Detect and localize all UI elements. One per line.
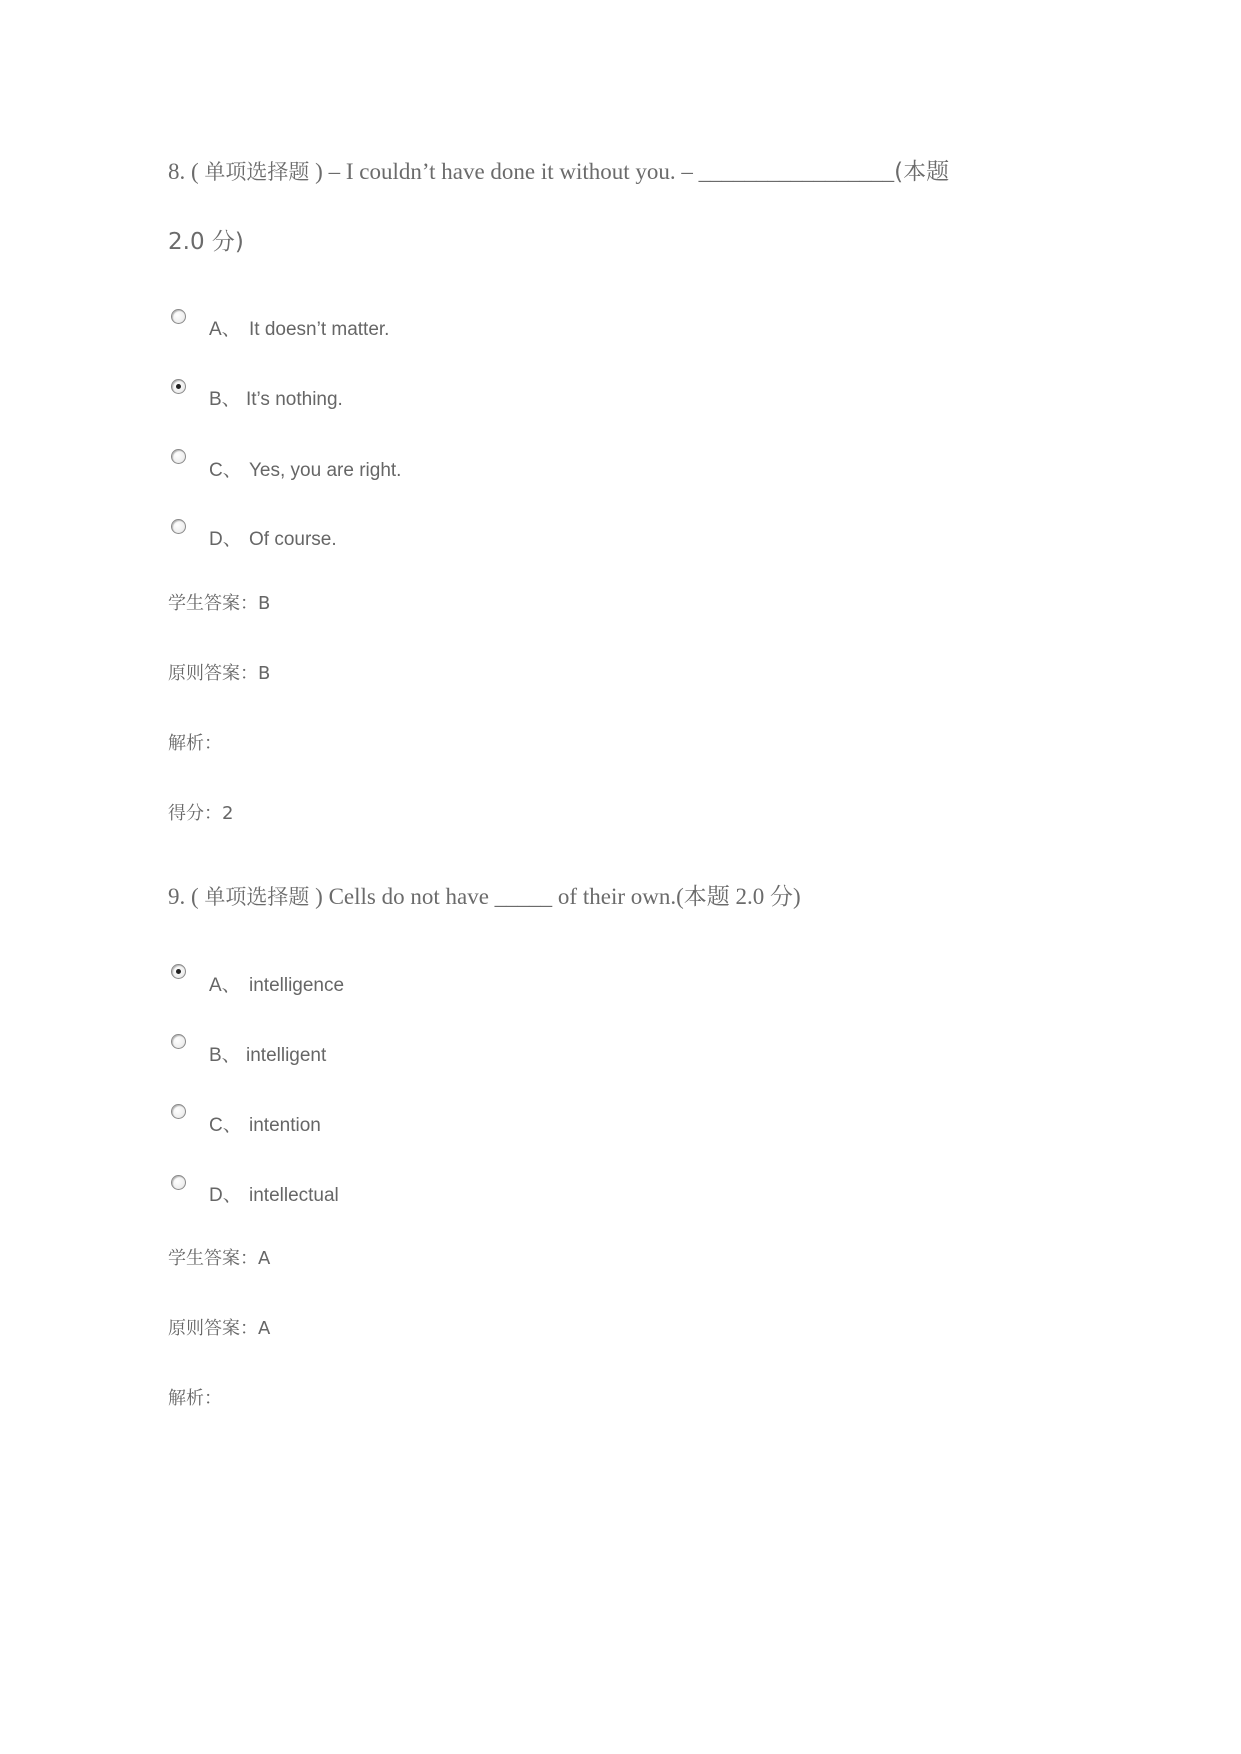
radio-q8-b[interactable] xyxy=(171,379,186,394)
student-answer-q9: 学生答案：A xyxy=(168,1248,271,1269)
option-letter: C、 xyxy=(209,1115,242,1136)
option-letter: A、 xyxy=(209,975,241,996)
standard-answer-q8: 原则答案：B xyxy=(168,663,271,684)
score-q8: 得分：2 xyxy=(168,803,234,824)
question-8-header xyxy=(168,157,949,187)
question-type-open: ( xyxy=(191,884,199,909)
question-number: 9. xyxy=(168,884,186,909)
analysis-q9: 解析： xyxy=(168,1388,222,1409)
question-prompt: – I couldn’t have done it without you. – _________________ xyxy=(328,159,895,184)
radio-q9-a[interactable] xyxy=(171,964,186,979)
option-q8-a[interactable] xyxy=(209,318,389,342)
radio-q8-d[interactable] xyxy=(171,519,186,534)
question-type-close: ) xyxy=(315,159,323,184)
option-letter: A、 xyxy=(209,319,241,340)
question-8-points-continued xyxy=(168,227,244,257)
question-type: 单项选择题 xyxy=(204,885,310,909)
option-text: It doesn’t matter. xyxy=(249,319,390,340)
option-q8-d[interactable] xyxy=(209,528,337,552)
option-q9-c[interactable] xyxy=(209,1114,321,1138)
radio-q9-b[interactable] xyxy=(171,1034,186,1049)
radio-q9-c[interactable] xyxy=(171,1104,186,1119)
option-letter: D、 xyxy=(209,1185,242,1206)
radio-q9-d[interactable] xyxy=(171,1175,186,1190)
question-9-header xyxy=(168,882,801,912)
option-text: It’s nothing. xyxy=(246,389,343,410)
standard-answer-q9: 原则答案：A xyxy=(168,1318,271,1339)
option-text: intellectual xyxy=(249,1185,339,1206)
radio-q8-a[interactable] xyxy=(171,309,186,324)
option-letter: D、 xyxy=(209,529,242,550)
option-q9-a[interactable] xyxy=(209,974,344,998)
option-q8-b[interactable] xyxy=(209,388,343,412)
option-text: intelligence xyxy=(249,975,345,996)
option-text: intention xyxy=(249,1115,321,1136)
option-letter: C、 xyxy=(209,460,242,481)
question-points: (本题 xyxy=(894,159,950,185)
question-prompt: Cells do not have _____ of their own.(本题 2.0 分) xyxy=(328,884,801,909)
question-number: 8. xyxy=(168,159,186,184)
question-type: 单项选择题 xyxy=(204,160,310,184)
option-q8-c[interactable] xyxy=(209,459,401,483)
option-text: Of course. xyxy=(249,529,337,550)
student-answer-q8: 学生答案：B xyxy=(168,593,271,614)
analysis-q8: 解析： xyxy=(168,733,222,754)
question-type-close: ) xyxy=(315,884,323,909)
option-text: intelligent xyxy=(246,1045,327,1066)
option-text: Yes, you are right. xyxy=(249,460,402,481)
option-q9-d[interactable] xyxy=(209,1184,339,1208)
question-points-value: 2.0 分) xyxy=(168,229,244,255)
option-letter: B、 xyxy=(209,1045,241,1066)
option-q9-b[interactable] xyxy=(209,1044,326,1068)
question-type-open: ( xyxy=(191,159,199,184)
option-letter: B、 xyxy=(209,389,241,410)
radio-q8-c[interactable] xyxy=(171,449,186,464)
